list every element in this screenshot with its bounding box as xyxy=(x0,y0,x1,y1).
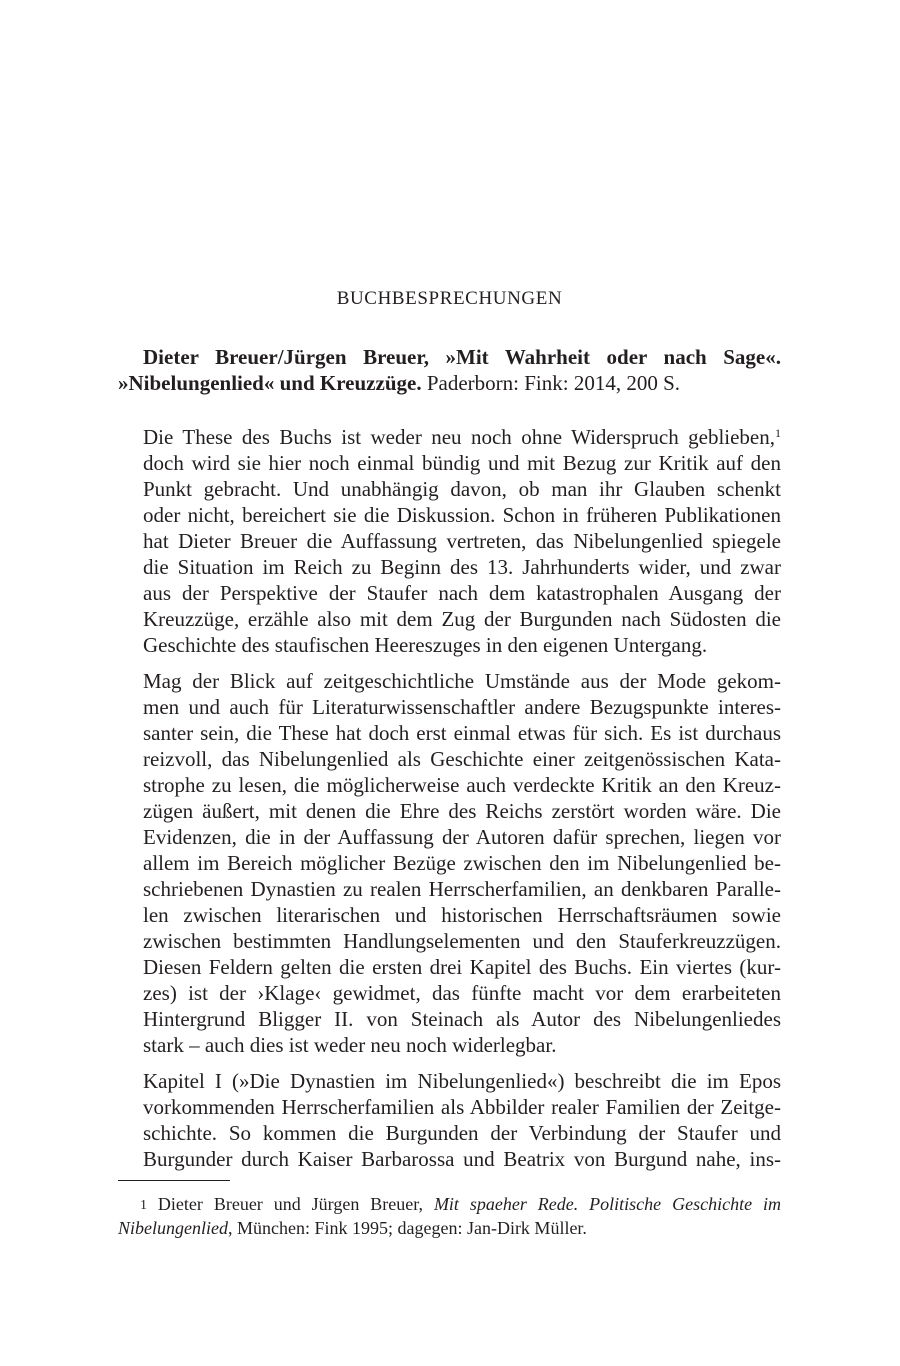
paragraph-1 xyxy=(118,424,781,658)
text-line xyxy=(118,424,781,450)
text-line: vorkommenden Herrscherfamilien als Abbilder realer Familien der Zeitge- xyxy=(143,1095,781,1119)
footnote-title-italic: Nibelungenlied xyxy=(118,1218,228,1238)
text-line: strophe zu lesen, die möglicherweise auch verdeckte Kritik an den Kreuz- xyxy=(143,773,781,797)
text-line: die Situation im Reich zu Beginn des 13. Jahrhunderts wider, und zwar xyxy=(143,555,781,579)
footnote-divider xyxy=(118,1180,230,1181)
text-line: Hintergrund Bligger II. von Steinach als Autor des Nibelungenliedes xyxy=(143,1007,781,1031)
text-line: stark – auch dies ist weder neu noch widerlegbar. xyxy=(143,1033,557,1057)
text-line: len zwischen literarischen und historischen Herrschaftsräumen sowie xyxy=(143,903,781,927)
text-line: oder nicht, bereichert sie die Diskussion. Schon in früheren Publikationen xyxy=(143,503,781,527)
footnote-number: 1 xyxy=(140,1198,147,1213)
review-body xyxy=(118,424,781,1182)
text-line: zes) ist der ›Klage‹ gewidmet, das fünfte macht vor dem erarbeiteten xyxy=(143,981,781,1005)
text-line: zwischen bestimmten Handlungselementen und den Stauferkreuzzügen. xyxy=(143,929,781,953)
footnote-text: , München: Fink 1995; dagegen: Jan-Dirk Müller. xyxy=(227,1218,587,1238)
text-line: zügen äußert, mit denen die Ehre des Reichs zerstört worden wäre. Die xyxy=(143,799,781,823)
text-line: Burgunder durch Kaiser Barbarossa und Beatrix von Burgund nahe, ins- xyxy=(143,1147,781,1171)
text-line: santer sein, die These hat doch erst einmal etwas für sich. Es ist durchaus xyxy=(143,721,781,745)
text-line-content: Die These des Buchs ist weder neu noch ohne Widerspruch geblieben, xyxy=(143,425,775,449)
section-heading: BUCHBESPRECHUNGEN xyxy=(336,288,563,309)
text-line: allem im Bereich möglicher Bezüge zwischen den im Nibelungenlied be- xyxy=(143,851,781,875)
book-publication: Paderborn: Fink: 2014, 200 S. xyxy=(421,371,680,395)
text-line: Geschichte des staufischen Heereszuges in den eigenen Untergang. xyxy=(143,633,708,657)
book-page xyxy=(118,0,781,1366)
book-reference xyxy=(118,344,781,396)
footnote-title-italic: Mit spaeher Rede. Politische Geschichte im xyxy=(433,1194,781,1214)
text-line: schichte. So kommen die Burgunden der Verbindung der Staufer und xyxy=(143,1121,781,1145)
text-line: Mag der Blick auf zeitgeschichtliche Umstände aus der Mode gekom- xyxy=(143,669,781,693)
text-line: Diesen Feldern gelten die ersten drei Kapitel des Buchs. Ein viertes (kur- xyxy=(143,955,781,979)
text-line: Kreuzzüge, erzähle also mit dem Zug der Burgunden nach Südosten die xyxy=(143,607,781,631)
footnote-line xyxy=(118,1217,781,1240)
footnote xyxy=(118,1193,781,1240)
text-line: doch wird sie hier noch einmal bündig und mit Bezug zur Kritik auf den xyxy=(143,451,781,475)
text-line: Evidenzen, die in der Auffassung der Autoren dafür sprechen, liegen vor xyxy=(143,825,781,849)
footnote-text: Dieter Breuer und Jürgen Breuer, xyxy=(147,1194,434,1214)
text-line: Kapitel I (»Die Dynastien im Nibelungenlied«) beschreibt die im Epos xyxy=(143,1069,781,1093)
footnote-marker: 1 xyxy=(775,426,781,440)
paragraph-3 xyxy=(118,1068,781,1172)
text-line: reizvoll, das Nibelungenlied als Geschichte einer zeitgenössischen Kata- xyxy=(143,747,781,771)
text-line: hat Dieter Breuer die Auffassung vertreten, das Nibelungenlied spiegele xyxy=(143,529,781,553)
book-authors-title: Dieter Breuer/Jürgen Breuer, »Mit Wahrheit oder nach Sage«. »Nibelungenlied« und Kreuzzüge. xyxy=(118,345,781,395)
text-line: schriebenen Dynastien zu realen Herrscherfamilien, an denkbaren Paralle- xyxy=(143,877,781,901)
text-line: aus der Perspektive der Staufer nach dem katastrophalen Ausgang der xyxy=(143,581,781,605)
text-line: men und auch für Literaturwissenschaftler andere Bezugspunkte interes- xyxy=(143,695,781,719)
text-line: Punkt gebracht. Und unabhängig davon, ob man ihr Glauben schenkt xyxy=(143,477,781,501)
paragraph-2 xyxy=(118,668,781,1058)
footnote-line xyxy=(118,1193,781,1217)
